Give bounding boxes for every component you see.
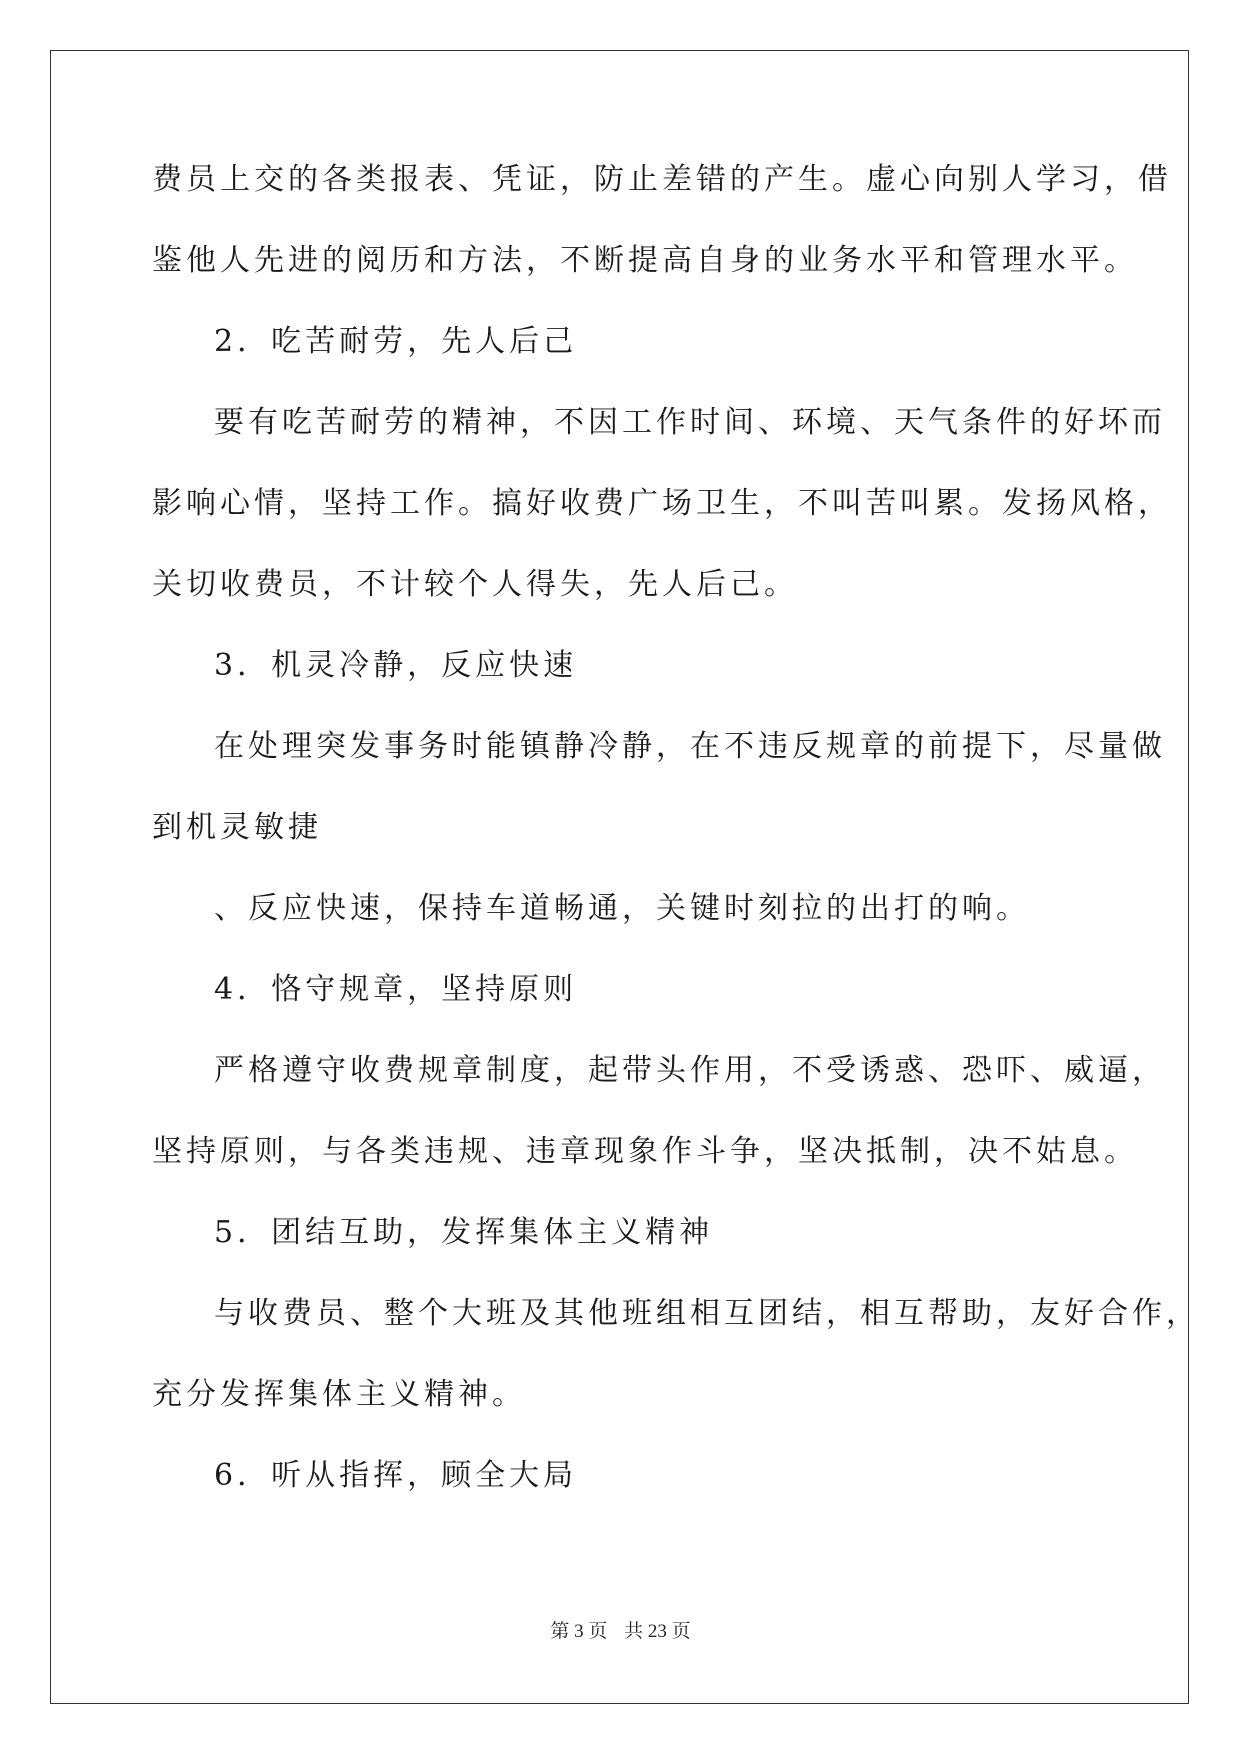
paragraph-line: 费员上交的各类报表、凭证，防止差错的产生。虚心向别人学习，借 bbox=[152, 162, 1172, 197]
paragraph-line: 影响心情，坚持工作。搞好收费广场卫生，不叫苦叫累。发扬风格， bbox=[152, 486, 1172, 521]
paragraph-line: 坚持原则，与各类违规、违章现象作斗争，坚决抵制，决不姑息。 bbox=[152, 1134, 1138, 1169]
document-body bbox=[152, 162, 1200, 1539]
page-number: 第 3 页 bbox=[550, 1621, 608, 1642]
section-heading: 3．机灵冷静，反应快速 bbox=[214, 648, 578, 683]
paragraph-line: 要有吃苦耐劳的精神，不因工作时间、环境、天气条件的好坏而 bbox=[214, 405, 1166, 440]
paragraph-line: 在处理突发事务时能镇静冷静，在不违反规章的前提下，尽量做 bbox=[214, 729, 1166, 764]
paragraph-line: 严格遵守收费规章制度，起带头作用，不受诱惑、恐吓、威逼， bbox=[214, 1053, 1166, 1088]
section-heading: 6．听从指挥，顾全大局 bbox=[214, 1458, 578, 1493]
paragraph-line: 鉴他人先进的阅历和方法，不断提高自身的业务水平和管理水平。 bbox=[152, 243, 1138, 278]
paragraph-line: 与收费员、整个大班及其他班组相互团结，相互帮助，友好合作， bbox=[214, 1296, 1200, 1331]
page-total: 共 23 页 bbox=[624, 1621, 691, 1642]
section-heading: 5．团结互助，发挥集体主义精神 bbox=[214, 1215, 714, 1250]
paragraph-line: 到机灵敏捷 bbox=[152, 810, 322, 845]
paragraph-line: 关切收费员，不计较个人得失，先人后己。 bbox=[152, 567, 798, 602]
paragraph-line: 充分发挥集体主义精神。 bbox=[152, 1377, 526, 1412]
section-heading: 4．恪守规章，坚持原则 bbox=[214, 972, 578, 1007]
section-heading: 2．吃苦耐劳，先人后己 bbox=[214, 324, 578, 359]
paragraph-line: 、反应快速，保持车道畅通，关键时刻拉的出打的响。 bbox=[214, 891, 1030, 926]
page-footer bbox=[0, 1616, 1241, 1643]
